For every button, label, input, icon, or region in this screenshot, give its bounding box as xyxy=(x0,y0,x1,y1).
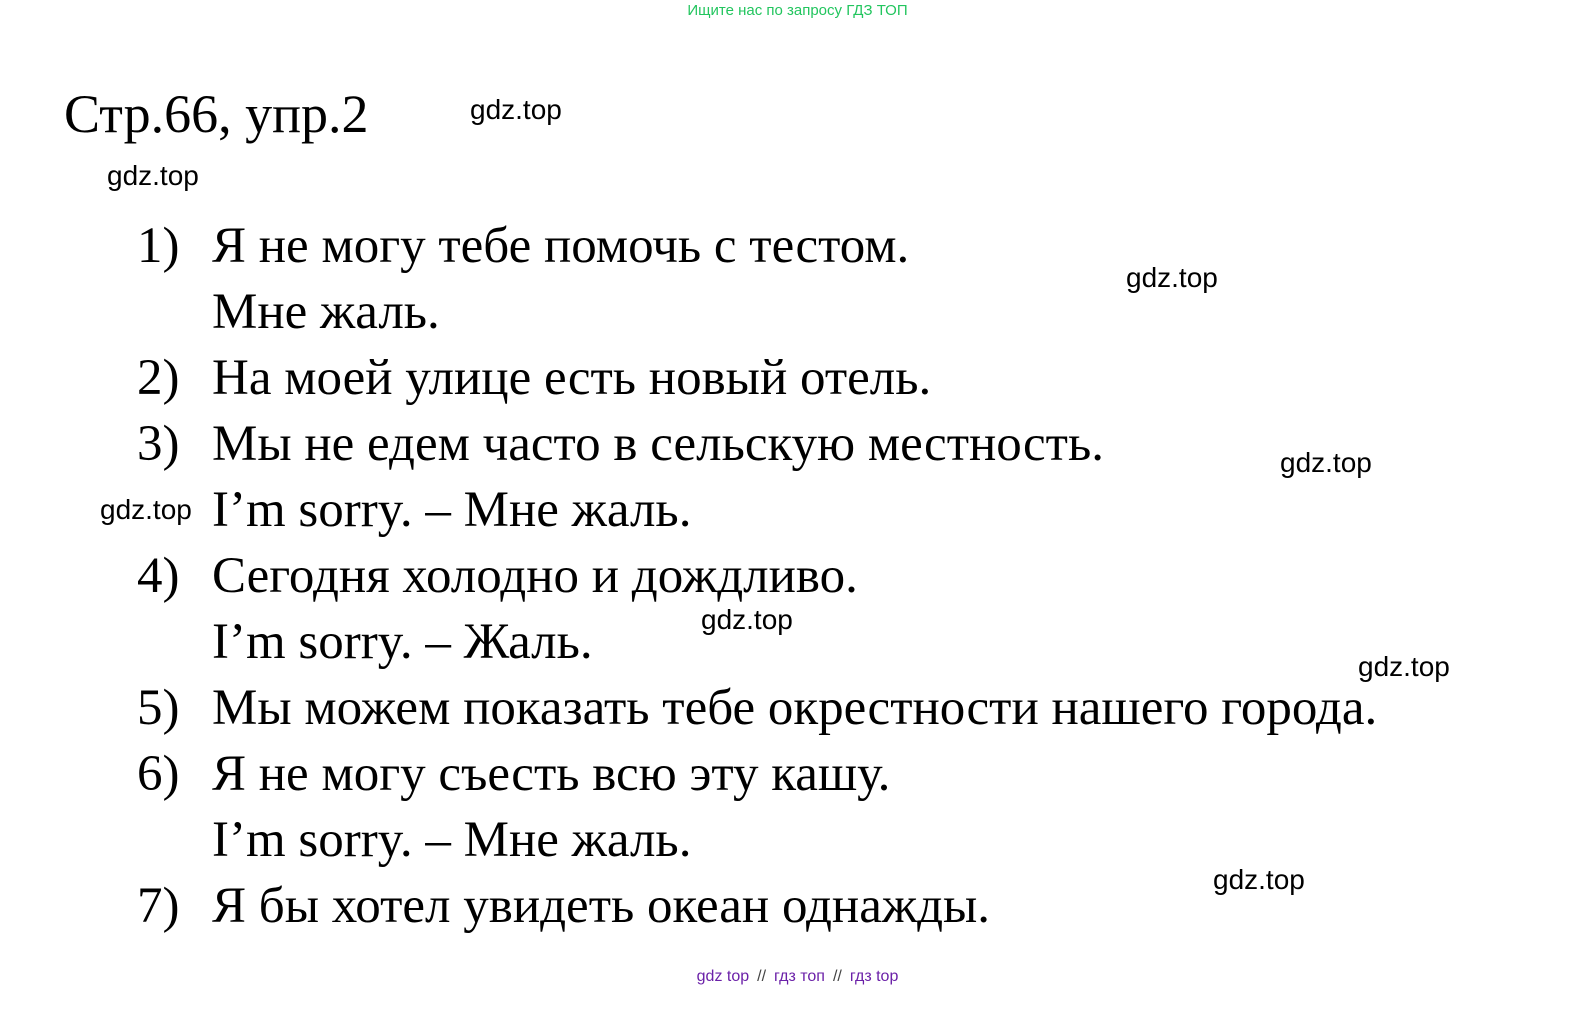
item-text: Мне жаль. xyxy=(212,284,440,340)
item-text: I’m sorry. – Мне жаль. xyxy=(212,812,692,868)
footer-separator: // xyxy=(757,968,767,985)
item-number: 6) xyxy=(137,746,180,802)
item-text: Я не могу съесть всю эту кашу. xyxy=(212,746,891,802)
item-number: 4) xyxy=(137,548,180,604)
item-text: Мы можем показать тебе окрестности нашего города. xyxy=(212,680,1378,736)
top-banner: Ищите нас по запросу ГДЗ ТОП xyxy=(687,2,908,19)
footer-link-gdz-top-mixed[interactable]: гдз top xyxy=(849,968,899,985)
watermark: gdz.top xyxy=(1280,447,1372,478)
item-text: Сегодня холодно и дождливо. xyxy=(212,548,858,604)
item-text: Я бы хотел увидеть океан однажды. xyxy=(212,878,991,934)
footer-separator: // xyxy=(832,968,842,985)
footer-links xyxy=(0,966,1595,988)
item-number: 3) xyxy=(137,416,180,472)
item-number: 1) xyxy=(137,218,180,274)
item-text: I’m sorry. – Мне жаль. xyxy=(212,482,692,538)
item-text: Мы не едем часто в сельскую местность. xyxy=(212,416,1104,472)
watermark: gdz.top xyxy=(107,160,199,191)
watermark: gdz.top xyxy=(1213,864,1305,895)
footer-link-gdz-top[interactable]: gdz top xyxy=(696,968,750,985)
page-title: Стр.66, упр.2 xyxy=(64,84,369,144)
item-text: I’m sorry. – Жаль. xyxy=(212,614,593,670)
item-text: На моей улице есть новый отель. xyxy=(212,350,932,406)
watermark: gdz.top xyxy=(100,494,192,525)
watermark: gdz.top xyxy=(1126,262,1218,293)
item-number: 7) xyxy=(137,878,180,934)
item-number: 5) xyxy=(137,680,180,736)
watermark: gdz.top xyxy=(701,604,793,635)
watermark: gdz.top xyxy=(1358,651,1450,682)
footer-link-gdz-top-ru[interactable]: гдз топ xyxy=(774,968,825,985)
watermark: gdz.top xyxy=(470,94,562,125)
item-number: 2) xyxy=(137,350,180,406)
item-text: Я не могу тебе помочь с тестом. xyxy=(212,218,910,274)
